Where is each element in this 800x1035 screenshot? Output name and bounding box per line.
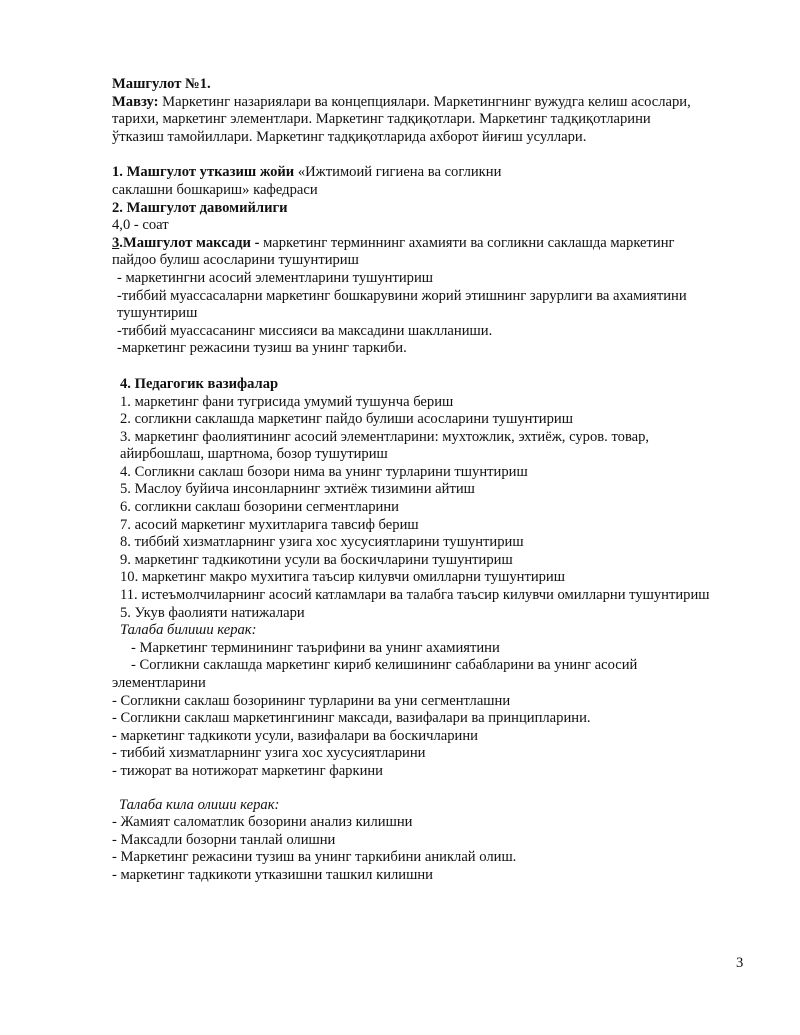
list-item: - Маркетинг терминининг таърифини ва унинг ахамиятини — [131, 639, 500, 656]
list-item: -тиббий муассасаларни маркетинг бошкарувини жорий этишнинг зарурлиги ва ахамиятини — [117, 287, 687, 304]
skills-list — [112, 797, 762, 885]
knowledge-heading: Талаба билиши керак: — [120, 622, 257, 639]
section4-label: 4. Педагогик вазифалар — [120, 375, 279, 392]
section1-line-2: саклашни бошкариш» кафедраси — [112, 181, 318, 198]
list-item: - маркетинг тадкикоти утказишни ташкил килишни — [112, 866, 433, 883]
list-item: тушунтириш — [117, 305, 198, 322]
section3-text-1: маркетинг терминнинг ахамияти ва согликни саклашда маркетинг — [259, 234, 675, 251]
list-item: айирбошлаш, шартнома, бозор тушутириш — [120, 446, 388, 463]
list-item: - Маркетинг режасини тузиш ва унинг таркибини аниклай олиш. — [112, 849, 517, 866]
section3-label: .Машгулот максади - — [119, 234, 260, 251]
section1-line-1 — [112, 164, 762, 182]
knowledge-list — [112, 640, 762, 781]
list-item: 6. согликни саклаш бозорини сегментларини — [120, 499, 399, 516]
list-item: - Согликни саклаш маркетингининг максади, вазифалари ва принципларини. — [112, 710, 591, 727]
list-item: 5. Маслоу буйича инсонларнинг эхтиёж тизимини айтиш — [120, 481, 475, 498]
list-item: 1. маркетинг фани тугрисида умумий тушунча бериш — [120, 393, 454, 410]
list-item: -маркетинг режасини тузиш ва унинг таркиби. — [117, 340, 407, 357]
section2-value: 4,0 - соат — [112, 217, 169, 234]
lesson-title: Машгулот №1. — [112, 76, 211, 92]
document-page — [112, 76, 762, 885]
list-item: - маркетингни асосий элементларини тушунтириш — [117, 269, 434, 286]
list-item: 9. маркетинг тадкикотини усули ва боскичларини тушунтириш — [120, 551, 513, 568]
skills-heading: Талаба кила олиши керак: — [119, 796, 280, 813]
list-item: элементларини — [112, 675, 206, 691]
section3-line-1 — [112, 235, 762, 253]
list-item: 4. Согликни саклаш бозори нима ва унинг турларини тшунтириш — [120, 463, 528, 480]
list-item: 10. маркетинг макро мухитига таъсир килувчи омилларни тушунтириш — [120, 569, 565, 586]
list-item: - тижорат ва нотижорат маркетинг фаркини — [112, 762, 383, 779]
list-item: 11. истеъмолчиларнинг асосий катламлари ва талабга таъсир килувчи омилларни тушунтириш — [120, 587, 710, 604]
list-item: - Максадли бозорни танлай олишни — [112, 831, 336, 848]
list-item: 7. асосий маркетинг мухитларига тавсиф бериш — [120, 516, 419, 533]
page-number: 3 — [736, 955, 744, 971]
topic-line-2: тарихи, маркетинг элементлари. Маркетинг тадқиқотлари. Маркетинг тадқиқотларини — [112, 111, 651, 128]
topic-line-1 — [112, 94, 762, 112]
list-item: -тиббий муассасанинг миссияси ва максадини шаклланиши. — [117, 322, 493, 339]
list-item: 2. согликни саклашда маркетинг пайдо булиши асосларини тушунтириш — [120, 411, 573, 428]
section1-label: 1. Машгулот утказиш жойи — [112, 164, 295, 181]
list-item: 5. Укув фаолияти натижалари — [120, 604, 305, 621]
section4 — [112, 376, 762, 640]
topic-line-3: ўтказиш тамойиллари. Маркетинг тадқиқотларида ахборот йиғиш усуллари. — [112, 128, 587, 145]
list-item: 3. маркетинг фаолиятининг асосий элементларини: мухтожлик, эхтиёж, суров. товар, — [120, 428, 650, 445]
section1-text-1: «Ижтимоий гигиена ва согликни — [294, 164, 502, 181]
topic-label: Мавзу: — [112, 93, 159, 110]
section3-line-2: пайдоо булиш асосларини тушунтириш — [112, 252, 359, 269]
list-item: - Согликни саклаш бозорининг турларини ва уни сегментлашни — [112, 692, 511, 709]
section3-number: 3 — [112, 234, 120, 251]
list-item: 8. тиббий хизматларнинг узига хос хусусиятларини тушунтириш — [120, 534, 524, 551]
list-item: - Жамият саломатлик бозорини анализ килишни — [112, 814, 413, 831]
list-item: - маркетинг тадкикоти усули, вазифалари ва боскичларини — [112, 727, 478, 744]
list-item: - Согликни саклашда маркетинг кириб келишининг сабабларини ва унинг асосий — [131, 657, 638, 674]
section2-label: 2. Машгулот давомийлиги — [112, 199, 288, 216]
list-item: - тиббий хизматларнинг узига хос хусусиятларини — [112, 745, 426, 762]
topic-text-1: Маркетинг назариялари ва концепциялари. Маркетингнинг вужудга келиш асослари, — [158, 93, 691, 110]
